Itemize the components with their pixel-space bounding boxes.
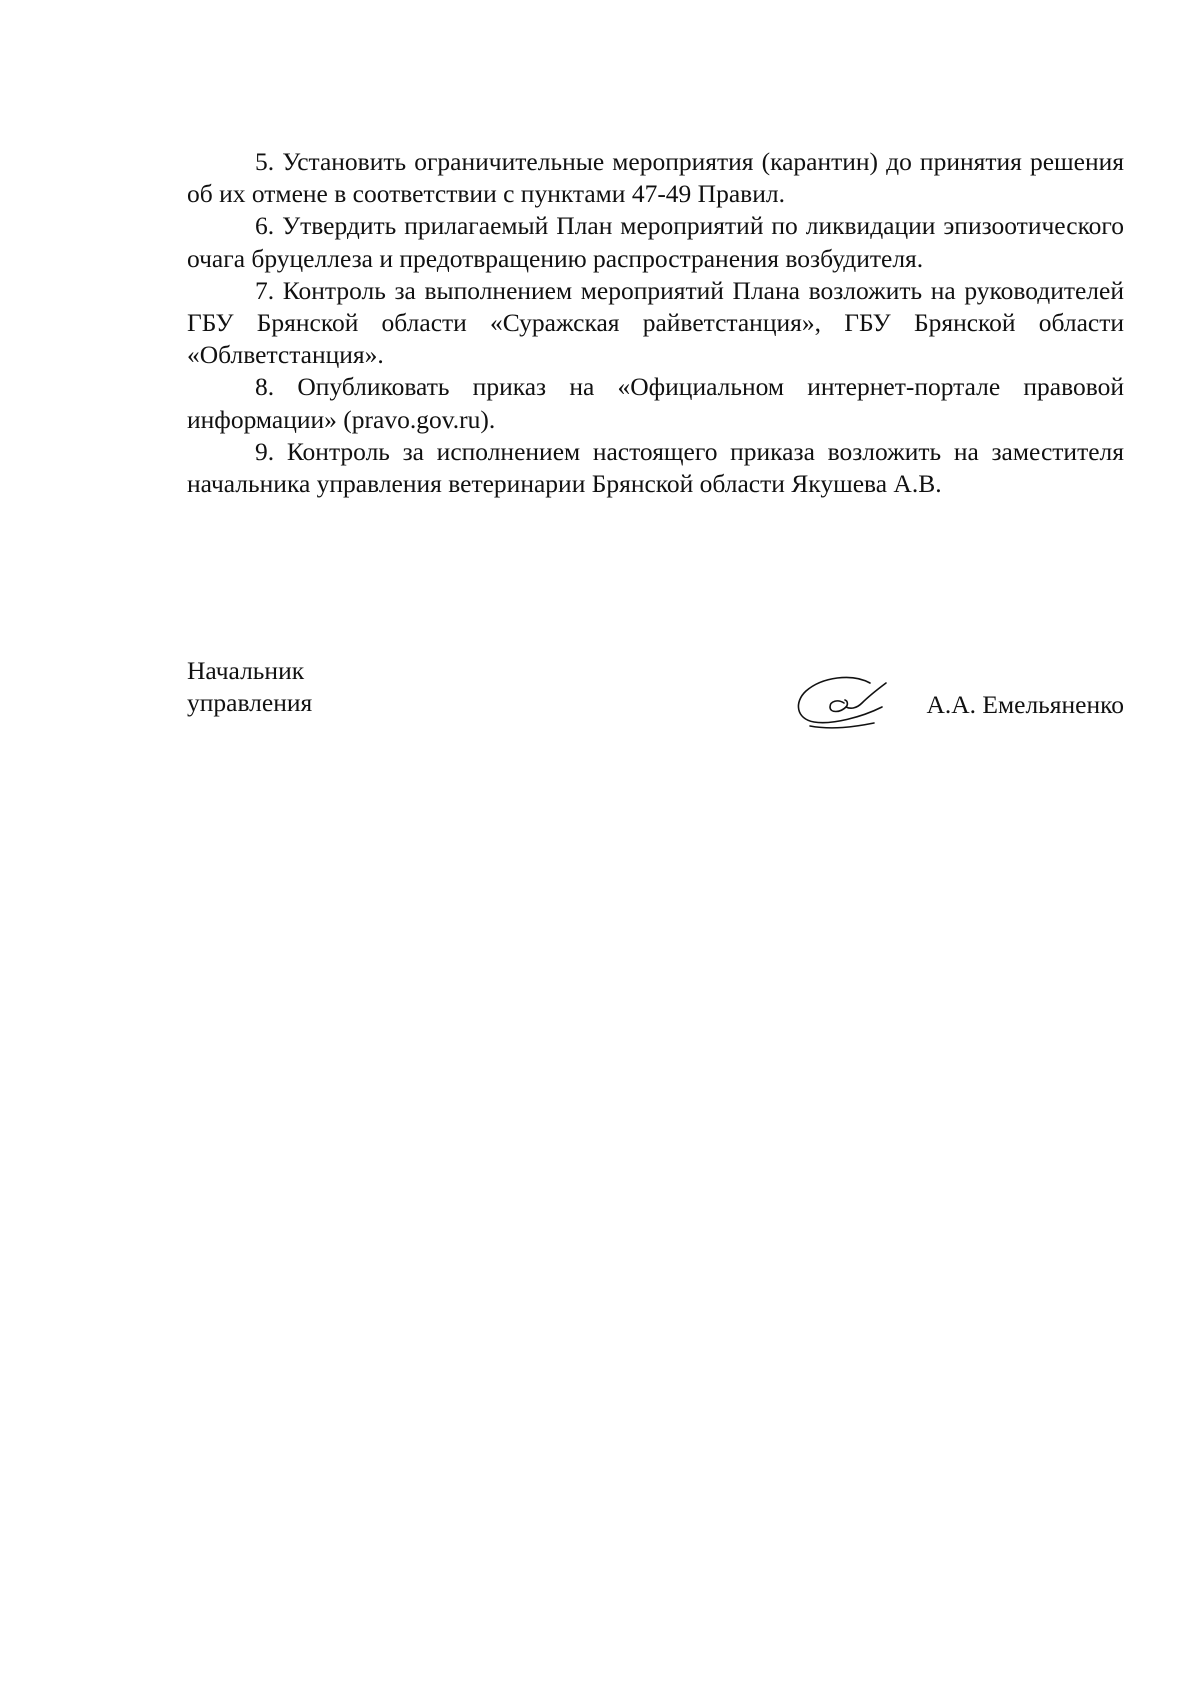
- paragraph-9: 9. Контроль за исполнением настоящего приказа возложить на заместителя начальника управления ветеринарии Брянской области Якушева А.В.: [187, 436, 1124, 499]
- paragraph-5: 5. Установить ограничительные мероприятия (карантин) до принятия решения об их отмене в соответствии с пунктами 47-49 Правил.: [187, 147, 1124, 209]
- signer-post-line-2: управления: [187, 688, 313, 717]
- handwritten-signature-icon: [792, 669, 892, 731]
- signature-block: [187, 655, 1124, 745]
- paragraph-6: 6. Утвердить прилагаемый План мероприятий по ликвидации эпизоотического очага бруцеллеза и предотвращению распространения возбудителя.: [187, 211, 1124, 273]
- document-body: [187, 146, 1124, 500]
- signer-post-line-1: Начальник: [187, 656, 305, 685]
- signatory-name: А.А. Емельяненко: [926, 690, 1124, 719]
- signer-post: [187, 655, 312, 719]
- paragraph-8: 8. Опубликовать приказ на «Официальном интернет-портале правовой информации» (pravo.gov.ru).: [187, 372, 1124, 434]
- paragraph-7: 7. Контроль за выполнением мероприятий Плана возложить на руководителей ГБУ Брянской области «Суражская райветстанция», ГБУ Брянской области «Облветстанция».: [187, 275, 1124, 370]
